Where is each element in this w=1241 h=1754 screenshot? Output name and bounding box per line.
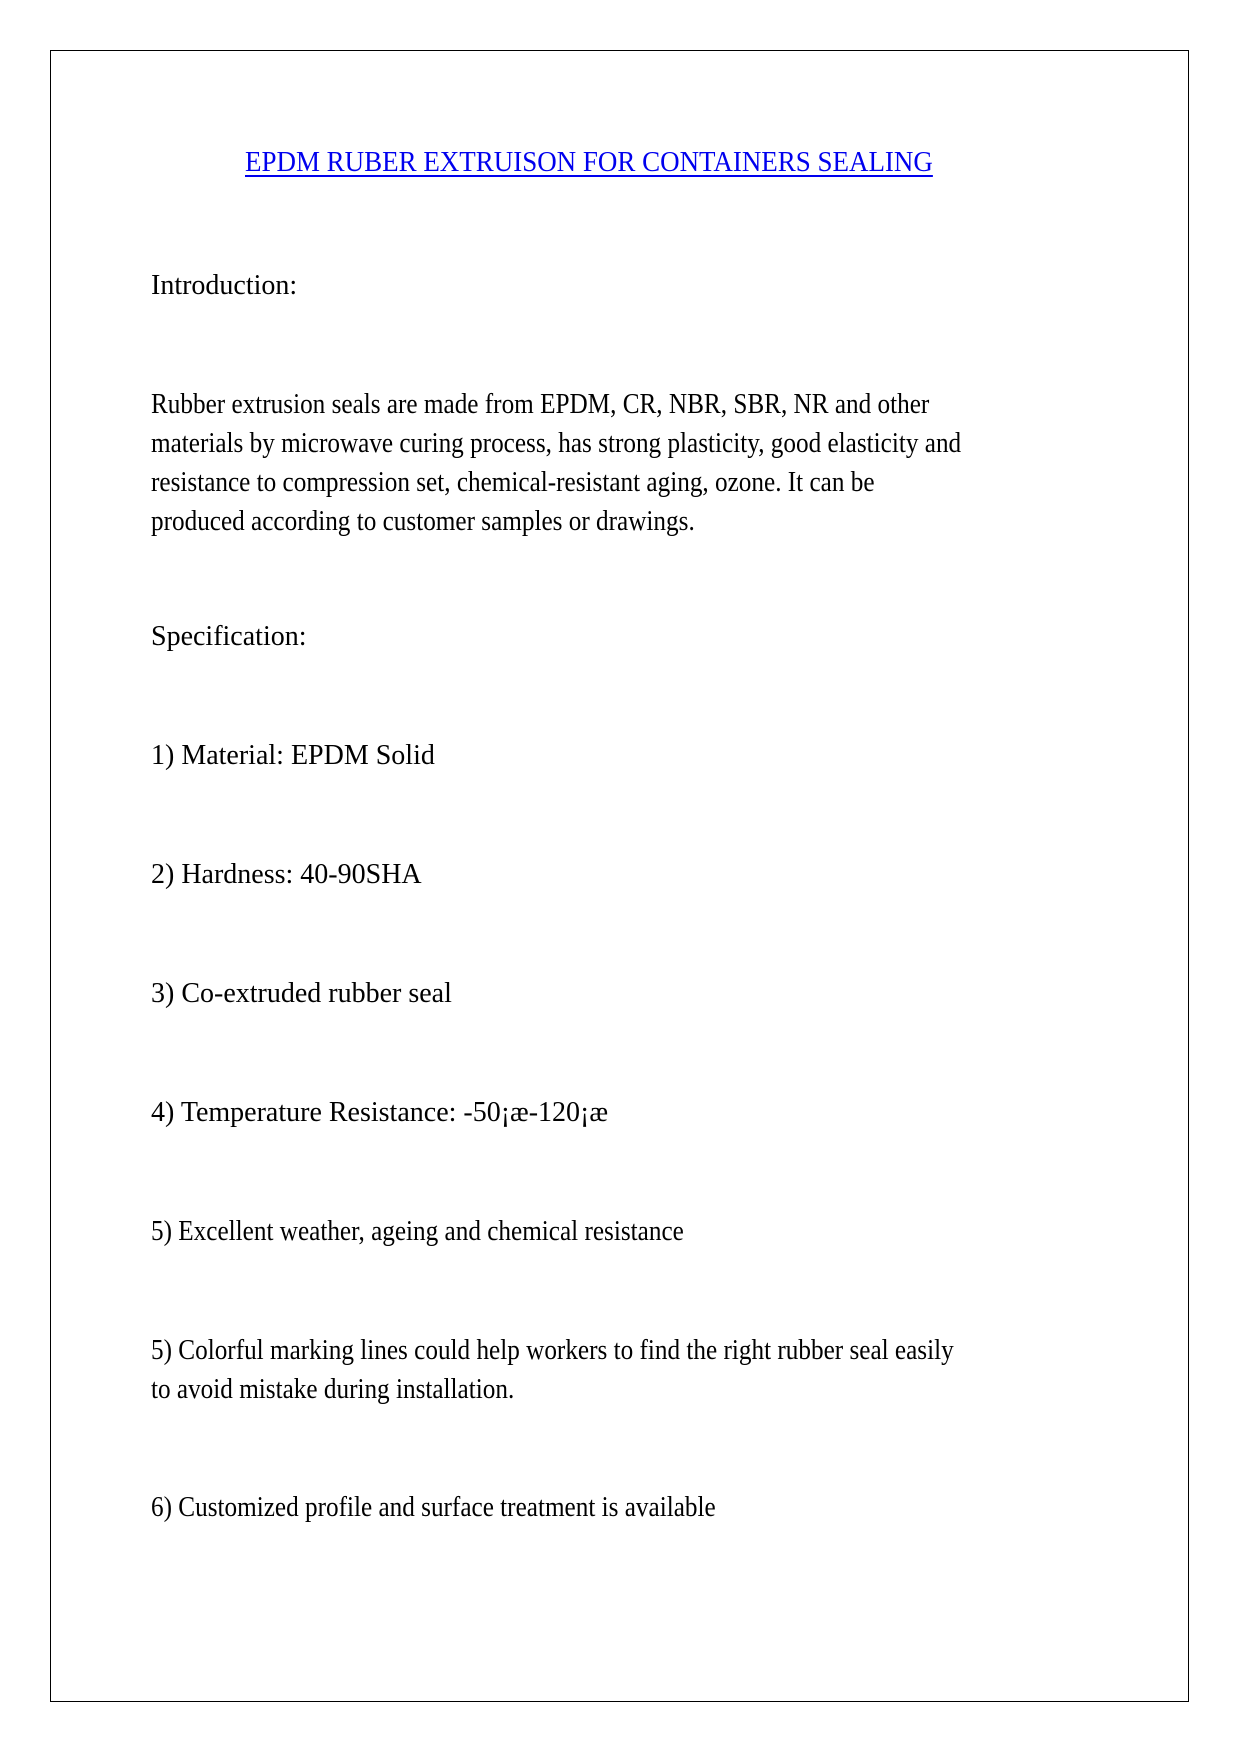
specification-heading: Specification: (151, 621, 307, 652)
spec-item-material: 1) Material: EPDM Solid (151, 740, 435, 771)
spec-item-coextruded: 3) Co-extruded rubber seal (151, 978, 452, 1009)
intro-paragraph-line: produced according to customer samples or drawings. (151, 506, 695, 537)
spec-item-marking-lines: 5) Colorful marking lines could help workers to find the right rubber seal easily (151, 1335, 954, 1366)
intro-paragraph-line: resistance to compression set, chemical-resistant aging, ozone. It can be (151, 467, 875, 498)
spec-item-resistance: 5) Excellent weather, ageing and chemical resistance (151, 1216, 684, 1247)
spec-item-marking-lines-cont: to avoid mistake during installation. (151, 1374, 515, 1405)
intro-paragraph-line: Rubber extrusion seals are made from EPDM, CR, NBR, SBR, NR and other (151, 389, 930, 420)
spec-item-hardness: 2) Hardness: 40-90SHA (151, 859, 422, 890)
document-title-link[interactable]: EPDM RUBER EXTRUISON FOR CONTAINERS SEALING (245, 146, 933, 178)
intro-paragraph-line: materials by microwave curing process, has strong plasticity, good elasticity and (151, 428, 962, 459)
introduction-heading: Introduction: (151, 270, 298, 301)
spec-item-temperature: 4) Temperature Resistance: -50¡æ-120¡æ (151, 1097, 609, 1128)
spec-item-customized: 6) Customized profile and surface treatment is available (151, 1492, 716, 1523)
